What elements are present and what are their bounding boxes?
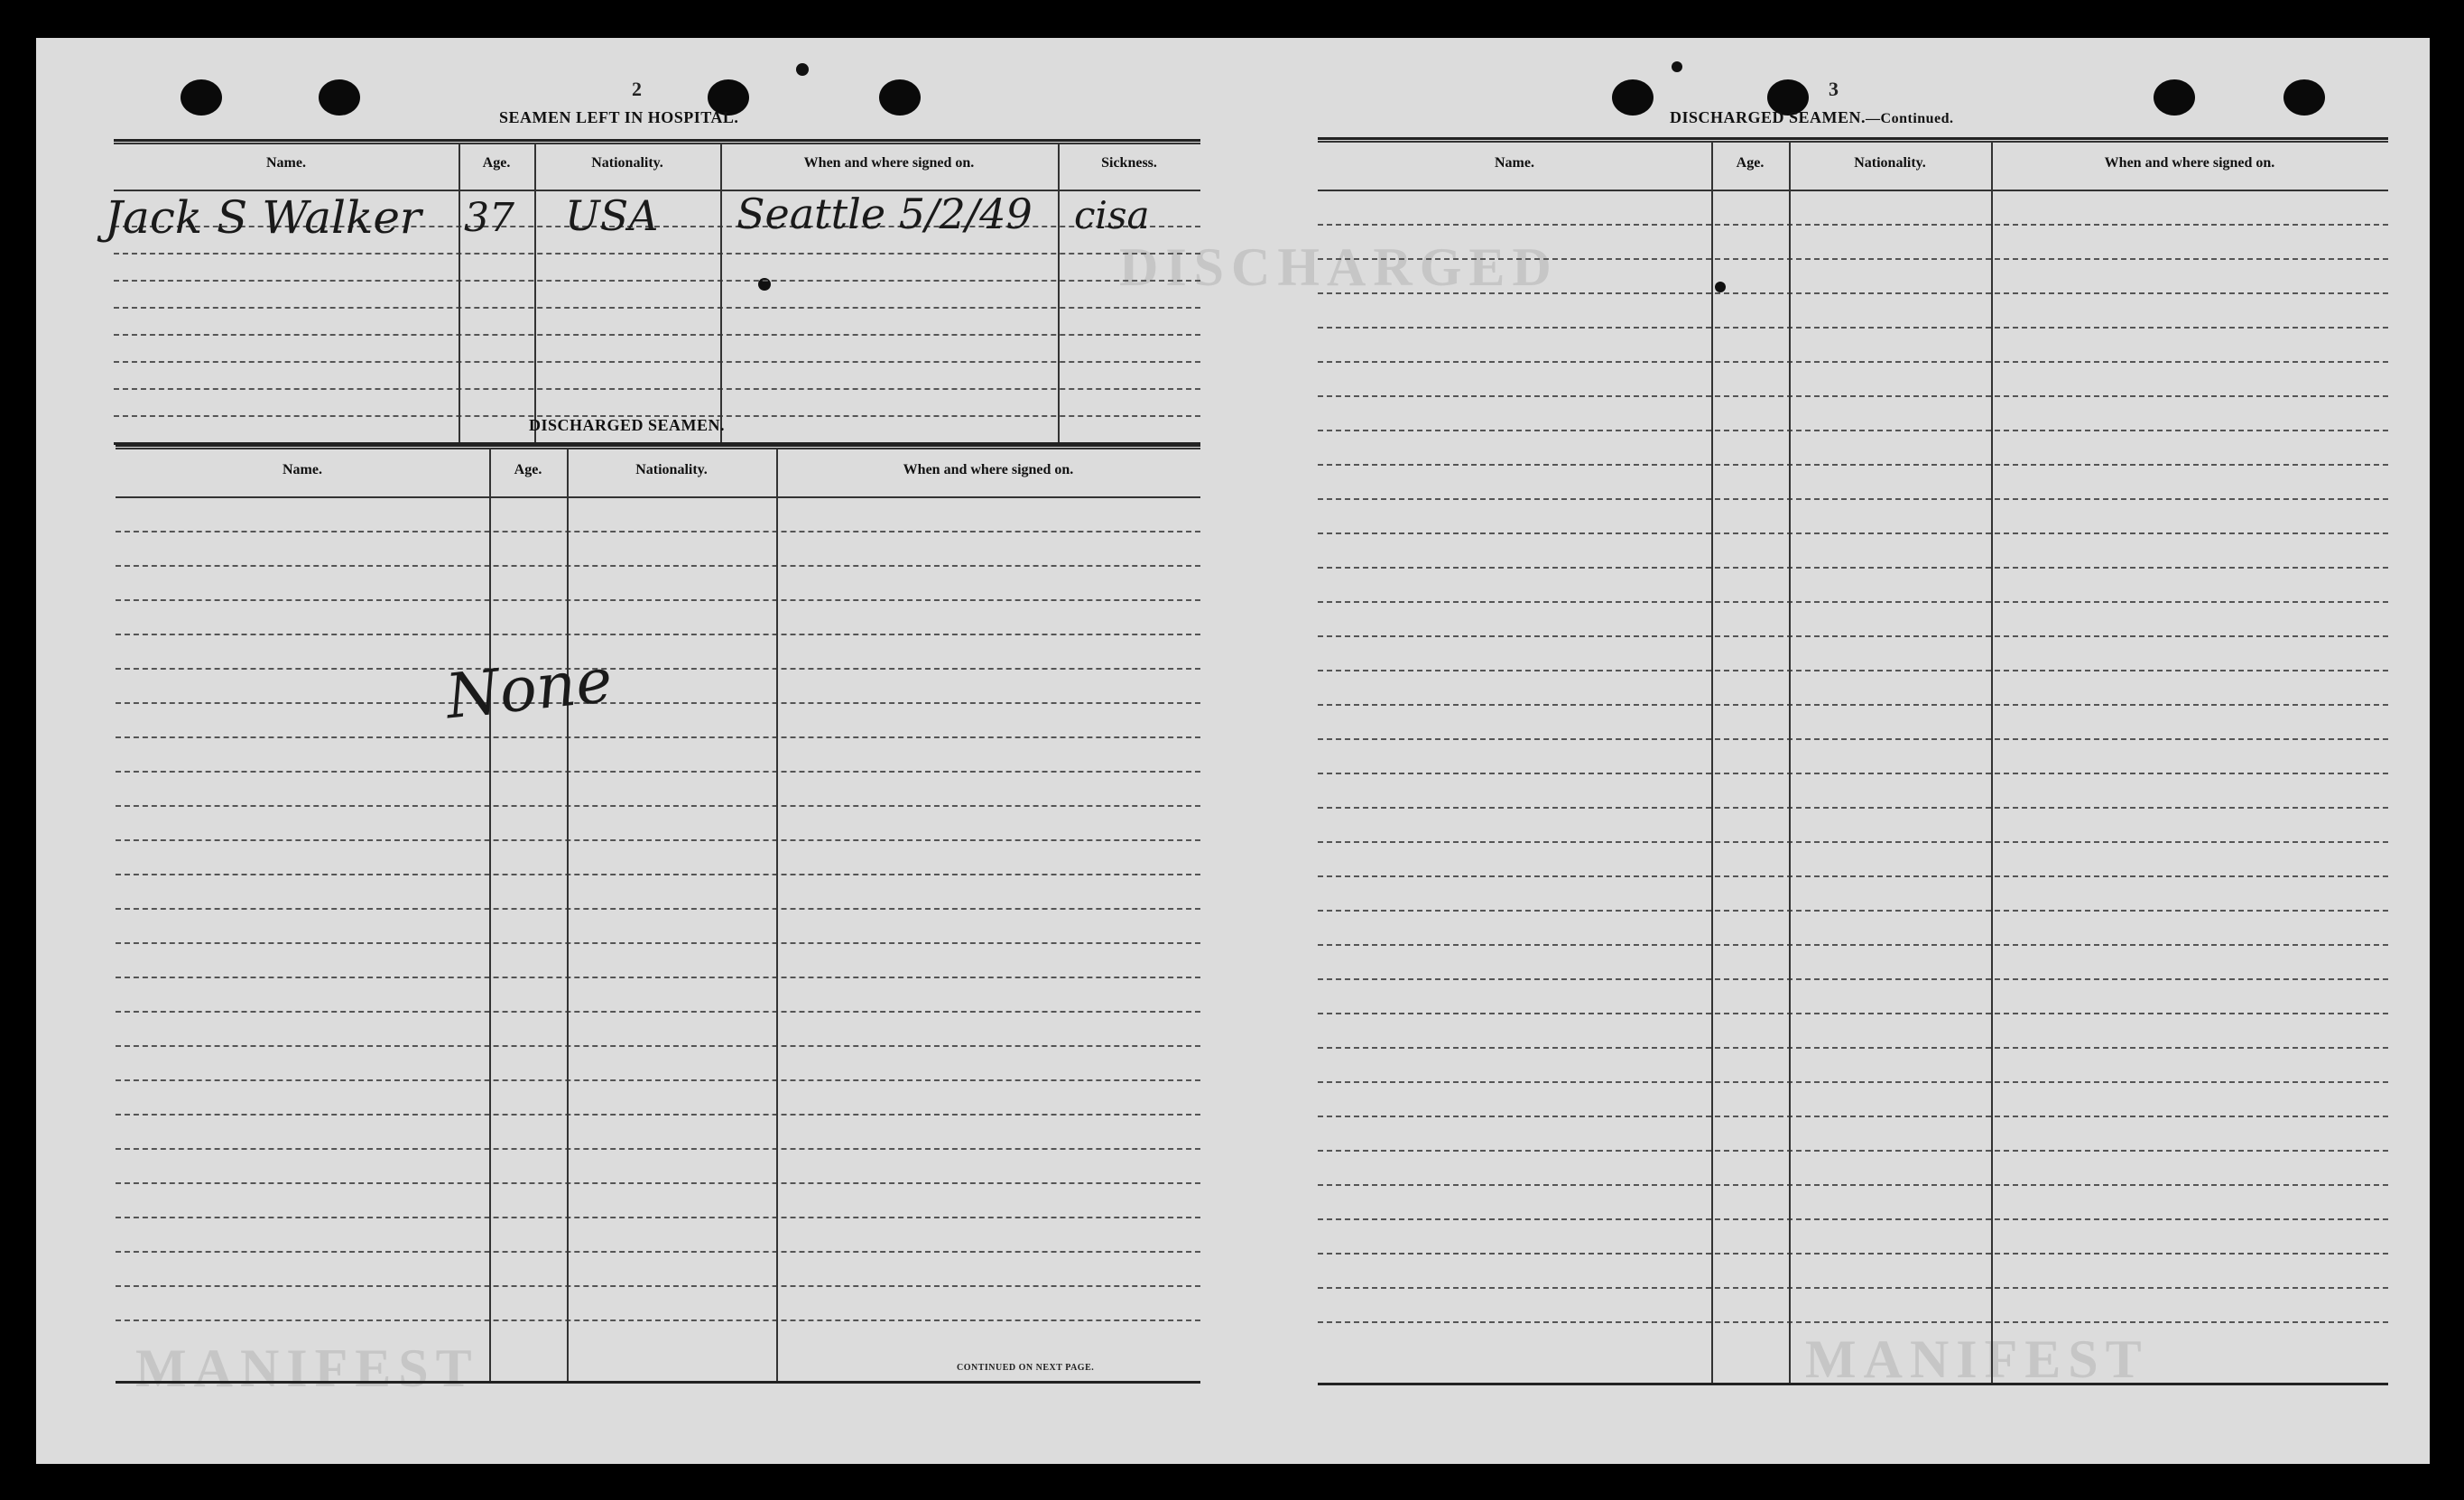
entry-name: Jack S Walker [105, 191, 421, 244]
hospital-section-title: SEAMEN LEFT IN HOSPITAL. [499, 108, 739, 126]
entry-sickness: cisa [1074, 193, 1150, 237]
bleed-through-text: DISCHARGED [1119, 237, 1559, 297]
entry-age: 37 [464, 195, 514, 241]
entry-signed-on: Seattle 5/2/49 [736, 190, 1033, 238]
bleed-through-text: MANIFEST [1805, 1329, 2149, 1389]
col-nationality: Nationality. [591, 155, 663, 171]
col-age: Age. [1736, 155, 1765, 171]
continued-footer: CONTINUED ON NEXT PAGE. [957, 1363, 1095, 1373]
col-signed-on: When and where signed on. [2104, 155, 2275, 171]
discharged-continued-title [1670, 108, 1954, 127]
ink-speck [1672, 61, 1682, 72]
col-name: Name. [1495, 155, 1534, 171]
page-number-left: 2 [632, 78, 642, 100]
col-nationality: Nationality. [635, 462, 708, 477]
discharged-table-right [1318, 137, 2388, 1392]
col-sickness: Sickness. [1101, 155, 1157, 171]
ink-speck [796, 63, 809, 76]
punch-hole [181, 79, 222, 116]
hospital-table [105, 139, 1200, 446]
punch-hole [1612, 79, 1653, 116]
col-nationality: Nationality. [1854, 155, 1926, 171]
punch-hole [2283, 79, 2325, 116]
col-age: Age. [482, 155, 511, 171]
discharged-continued-title-suffix: —Continued. [1866, 111, 1954, 126]
discharged-continued-title-main: DISCHARGED SEAMEN. [1670, 108, 1867, 126]
col-signed-on: When and where signed on. [903, 462, 1074, 477]
page-number-right: 3 [1829, 78, 1839, 100]
punch-hole [879, 79, 921, 116]
discharged-section-title: DISCHARGED SEAMEN. [529, 416, 726, 434]
document-scan [36, 38, 2430, 1464]
punch-hole [319, 79, 360, 116]
bleed-through-text: MANIFEST [135, 1338, 479, 1398]
col-age: Age. [514, 462, 542, 477]
col-name: Name. [266, 155, 306, 171]
col-name: Name. [283, 462, 322, 477]
discharged-table-left [116, 444, 1200, 1392]
punch-hole [2154, 79, 2195, 116]
col-signed-on: When and where signed on. [803, 155, 975, 171]
entry-nationality: USA [565, 191, 659, 240]
handwritten-none: None [442, 644, 616, 734]
